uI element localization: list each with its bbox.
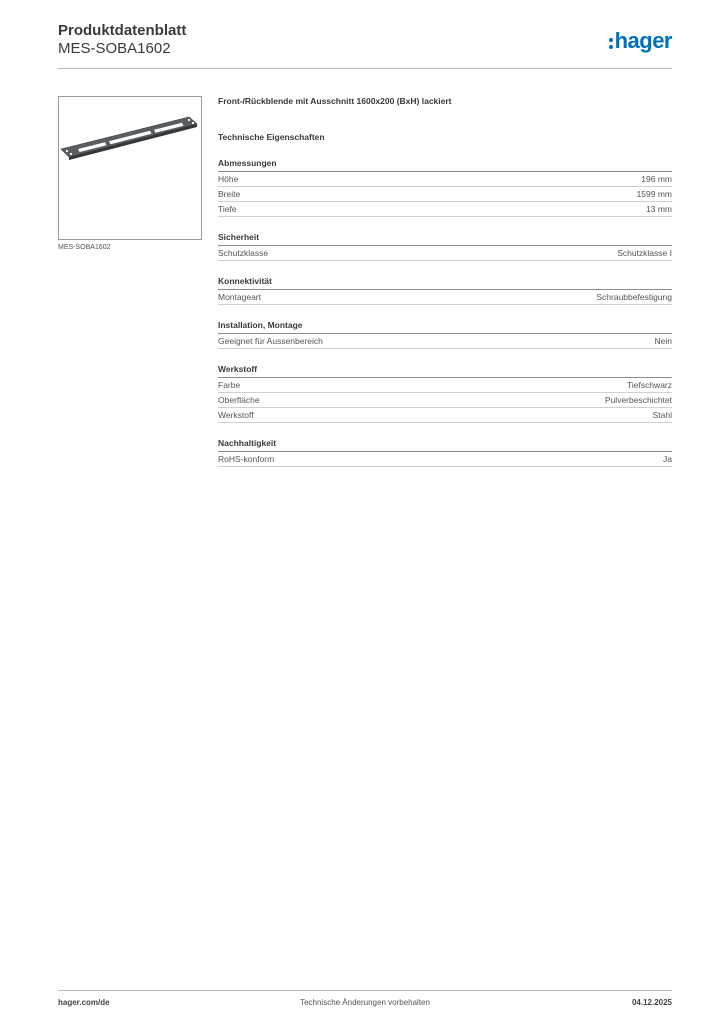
document-title: Produktdatenblatt <box>58 22 187 39</box>
property-value: 196 mm <box>641 174 672 184</box>
property-label: Breite <box>218 189 241 199</box>
property-row <box>218 172 672 187</box>
section-konnektivitaet <box>218 276 672 305</box>
property-value: Nein <box>654 336 672 346</box>
property-row <box>218 202 672 217</box>
section-abmessungen <box>218 158 672 217</box>
page-header <box>58 22 672 70</box>
front-panel-icon <box>59 97 201 239</box>
property-value: 1599 mm <box>636 189 672 199</box>
header-divider <box>58 68 672 69</box>
section-title: Nachhaltigkeit <box>218 438 672 452</box>
property-label: Tiefe <box>218 204 237 214</box>
section-nachhaltigkeit <box>218 438 672 467</box>
product-details <box>218 96 672 467</box>
footer-notice: Technische Änderungen vorbehalten <box>300 998 430 1007</box>
property-row <box>218 393 672 408</box>
property-label: Farbe <box>218 380 241 390</box>
hager-logo <box>609 28 672 54</box>
image-caption: MES-SOBA1602 <box>58 244 111 251</box>
footer-website-link[interactable]: hager.com/de <box>58 998 110 1007</box>
property-label: Werkstoff <box>218 410 254 420</box>
property-label: Höhe <box>218 174 239 184</box>
footer-divider <box>58 990 672 991</box>
document-subtitle: MES-SOBA1602 <box>58 40 171 57</box>
section-installation <box>218 320 672 349</box>
section-title: Installation, Montage <box>218 320 672 334</box>
property-row <box>218 246 672 261</box>
property-value: Tiefschwarz <box>626 380 672 390</box>
property-label: Schutzklasse <box>218 248 269 258</box>
property-row <box>218 334 672 349</box>
property-row <box>218 378 672 393</box>
property-value: Schraubbefestigung <box>596 292 672 302</box>
property-value: Ja <box>663 454 672 464</box>
section-werkstoff <box>218 364 672 423</box>
property-label: RoHS-konform <box>218 454 275 464</box>
property-label: Oberfläche <box>218 395 260 405</box>
property-value: Schutzklasse I <box>617 248 672 258</box>
property-value: 13 mm <box>646 204 672 214</box>
section-title: Konnektivität <box>218 276 672 290</box>
property-value: Pulverbeschichtet <box>604 395 672 405</box>
logo-dots-icon <box>609 33 613 49</box>
property-row <box>218 290 672 305</box>
product-image <box>58 96 202 240</box>
property-row <box>218 187 672 202</box>
section-title: Werkstoff <box>218 364 672 378</box>
property-value: Stahl <box>652 410 672 420</box>
property-row <box>218 452 672 467</box>
property-label: Geeignet für Aussenbereich <box>218 336 323 346</box>
section-title: Abmessungen <box>218 158 672 172</box>
property-label: Montageart <box>218 292 261 302</box>
product-description: Front-/Rückblende mit Ausschnitt 1600x200 (BxH) lackiert <box>218 96 452 106</box>
footer-date: 04.12.2025 <box>631 998 672 1007</box>
property-row <box>218 408 672 423</box>
section-title: Sicherheit <box>218 232 672 246</box>
section-sicherheit <box>218 232 672 261</box>
technical-properties-title: Technische Eigenschaften <box>218 132 325 142</box>
logo-text: hager <box>614 28 672 53</box>
